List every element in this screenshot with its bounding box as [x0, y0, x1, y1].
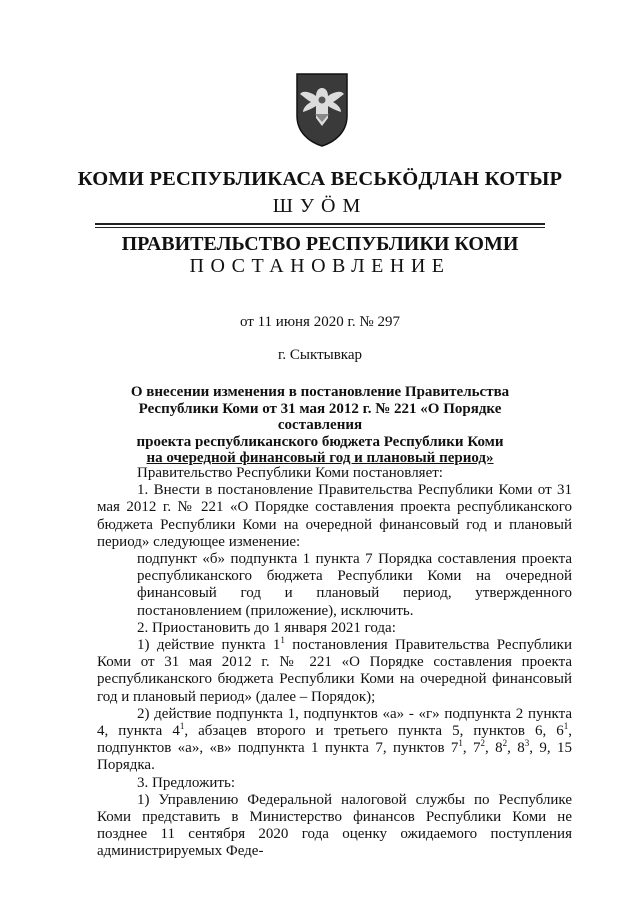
document-type: ПОСТАНОВЛЕНИЕ	[189, 255, 451, 277]
heading-line: Республики Коми от 31 мая 2012 г. № 221 «О Порядке составления	[138, 400, 502, 433]
text-fragment: 2) действие подпункта 1, подпунктов «а» - «г» подпункта 2 пункта 4, пункта 4	[97, 705, 572, 740]
heading-line: О внесении изменения в постановление Правительства	[130, 384, 510, 400]
header-divider-thin	[95, 227, 545, 228]
text-fragment: , 7	[462, 740, 481, 757]
paragraph-2-item-2	[97, 706, 572, 775]
paragraph-3: 3. Предложить:	[137, 774, 235, 791]
paragraph-3-item-1: 1) Управлению Федеральной налоговой службы по Республике Коми представить в Министерство финансов Республики Коми не позднее 11 сентября 2020 года оценку ожидаемого поступления администрируемых Феде-	[97, 791, 572, 860]
heading-line: на очередной финансовый год и плановый период»	[146, 450, 494, 466]
superscript: 1	[280, 635, 285, 646]
text-fragment: , абзацев второго и третьего пункта 5, пунктов 6, 6	[184, 723, 564, 740]
superscript: 1	[563, 721, 569, 732]
paragraph-1-subpoint: подпункт «б» подпункта 1 пункта 7 Порядка составления проекта республиканского бюджета Республики Коми на очередной финансовый год и плановый период, утвержденного постановлением (приложение), исключить.	[137, 551, 572, 619]
intro-paragraph: Правительство Республики Коми постановляет:	[137, 465, 443, 481]
coat-of-arms-icon	[291, 70, 353, 148]
text-fragment: , 8	[507, 740, 525, 757]
paragraph-2-item-1	[97, 637, 572, 706]
text-fragment: , подпунктов «а», «в» подпункта 1 пункта 7, пунктов 7	[97, 723, 572, 757]
superscript: 3	[524, 738, 530, 749]
superscript: 2	[502, 738, 508, 749]
komi-decree-word: ШУӦМ	[272, 195, 368, 217]
text-fragment: 1) действие пункта 1	[137, 637, 281, 654]
header-divider-thick	[95, 223, 545, 225]
government-title: ПРАВИТЕЛЬСТВО РЕСПУБЛИКИ КОМИ	[121, 233, 519, 255]
heading-line: проекта республиканского бюджета Республики Коми	[136, 433, 504, 450]
decree-city: г. Сыктывкар	[277, 347, 363, 363]
paragraph-2: 2. Приостановить до 1 января 2021 года:	[137, 619, 396, 636]
decree-heading	[110, 384, 530, 467]
text-fragment: , 8	[485, 740, 503, 757]
text-fragment: постановления Правительства Республики Коми от 31 мая 2012 г. № 221 «О Порядке составления проекта республиканского бюджета Республики Коми на очередной финансовый год и плановый период» (далее – Порядок);	[97, 637, 572, 705]
superscript: 1	[179, 721, 185, 732]
superscript: 2	[480, 738, 486, 749]
text-fragment: , 9, 15 Порядка.	[97, 740, 573, 774]
superscript: 1	[458, 738, 463, 749]
komi-government-title: КОМИ РЕСПУБЛИКАСА ВЕСЬКӦДЛАН КОТЫР	[77, 168, 563, 190]
paragraph-1: 1. Внести в постановление Правительства Республики Коми от 31 мая 2012 г. № 221 «О Порядке составления проекта республиканского бюджета Республики Коми на очередной финансовый год и плановый период» следующее изменение:	[97, 482, 572, 550]
decree-body	[97, 465, 572, 861]
decree-date-number: от 11 июня 2020 г. № 297	[240, 314, 400, 330]
